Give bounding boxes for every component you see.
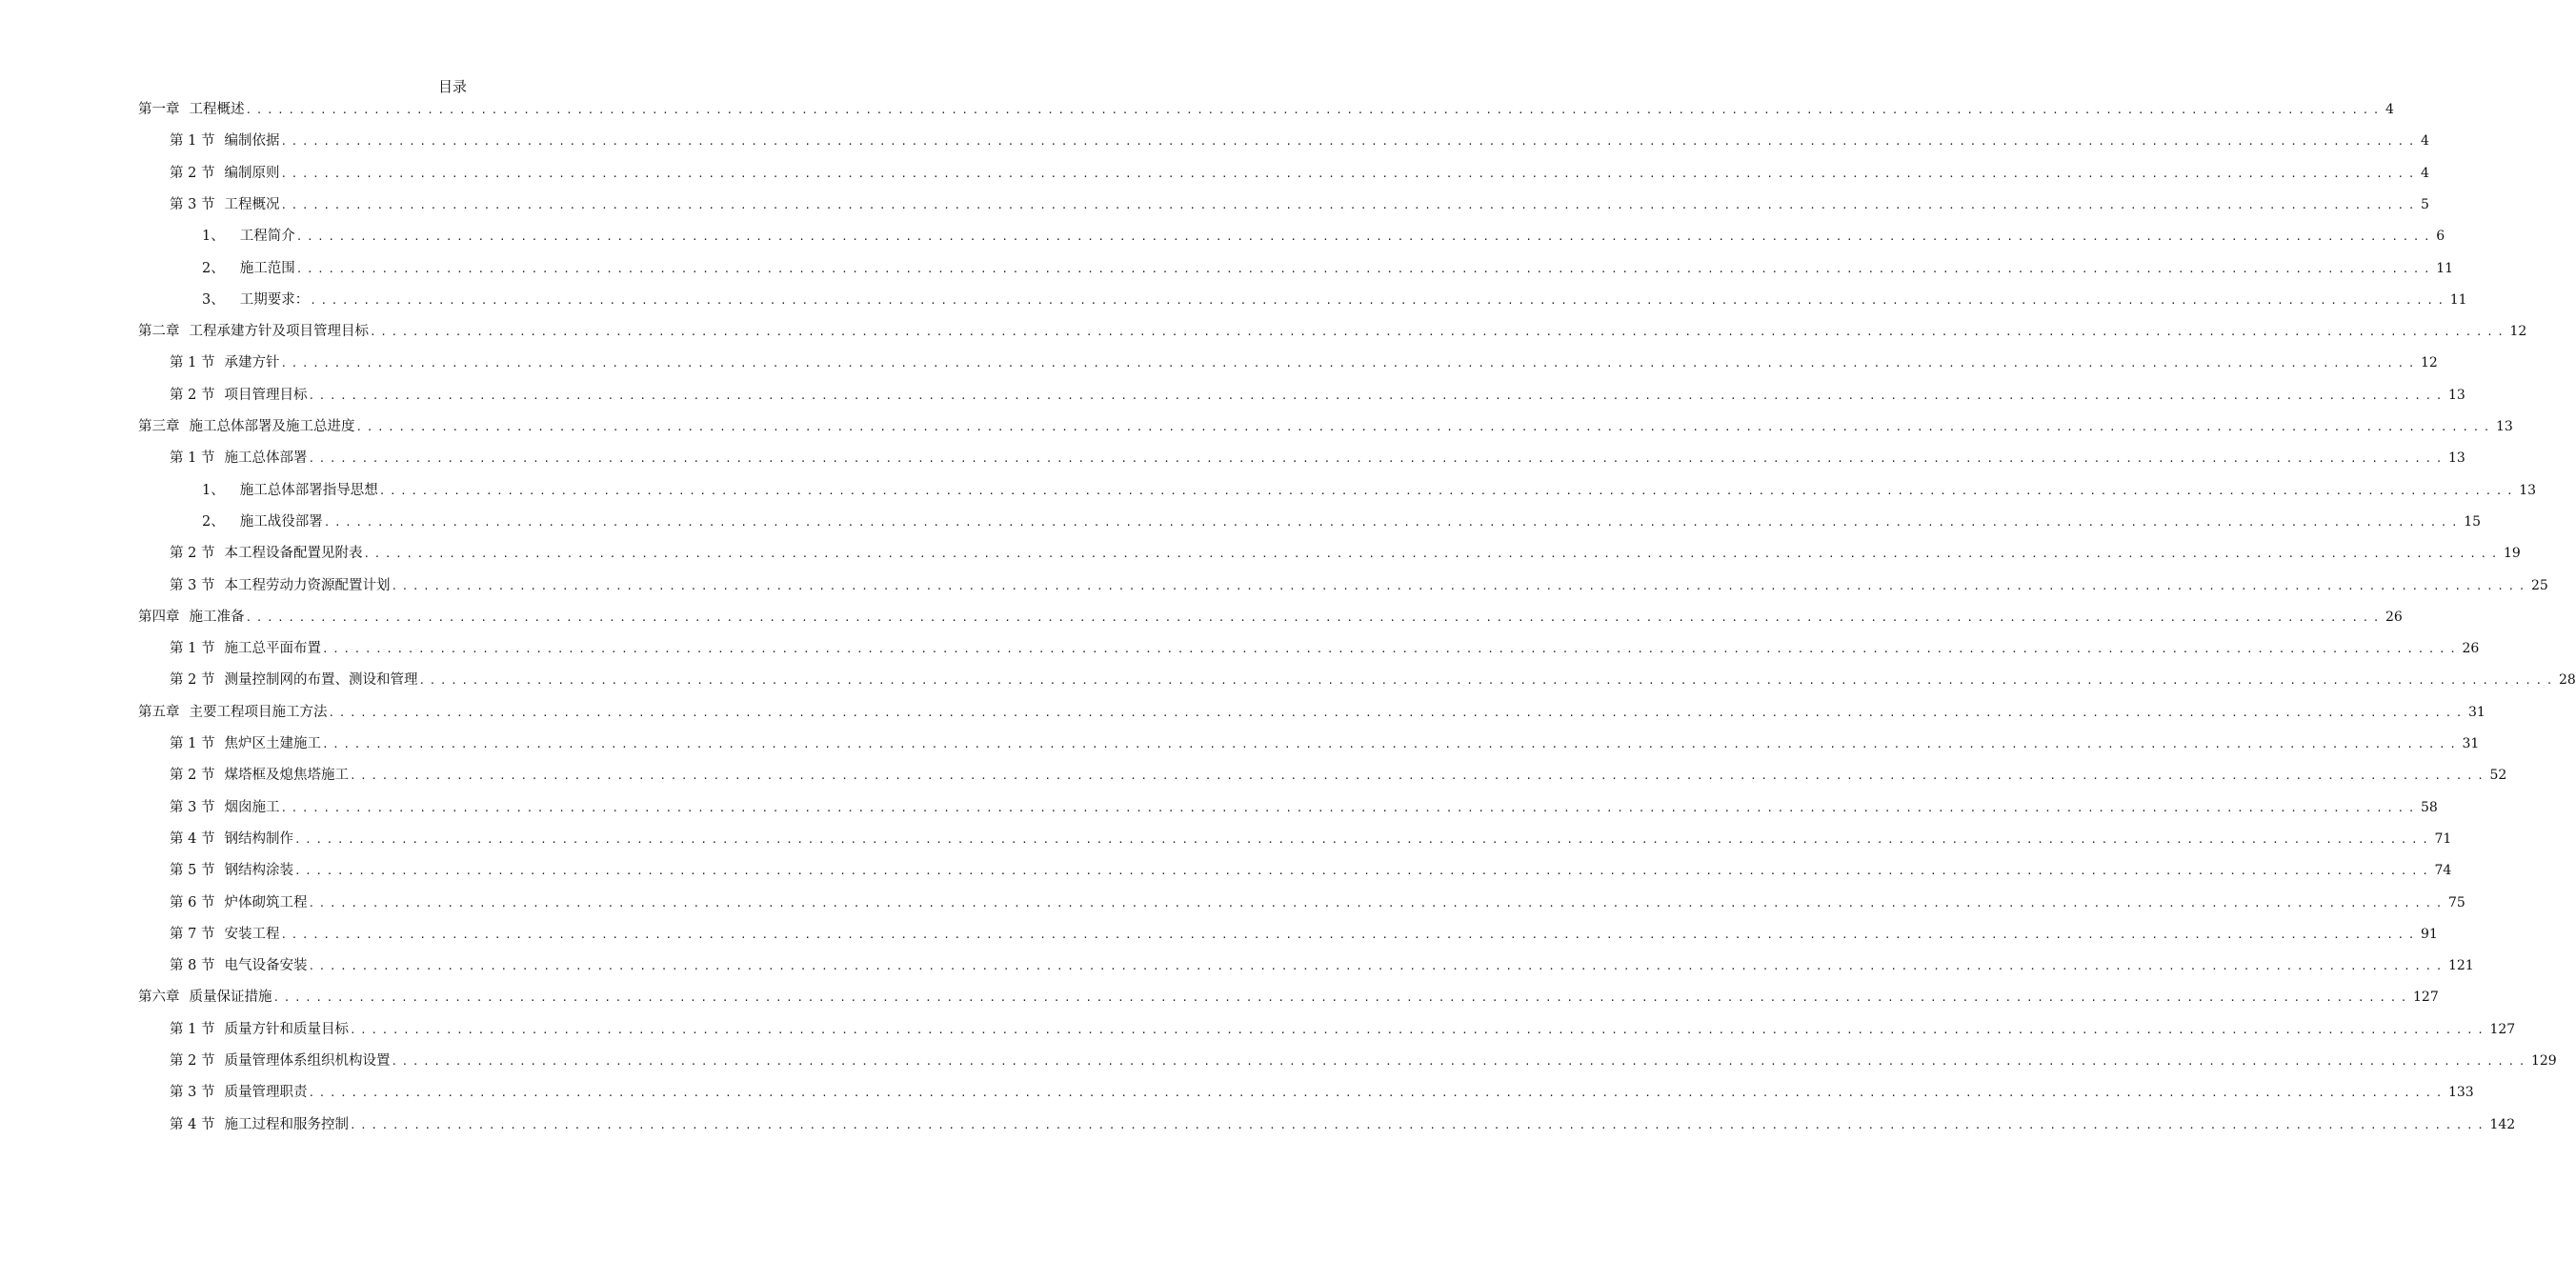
toc-entry-number: 第 2 节 [170,1053,215,1069]
toc-entry-label: 钢结构制作 [224,830,293,847]
toc-page-number: 13 [2519,482,2537,498]
toc-page-number: 4 [2385,102,2394,117]
toc-dot-leader: ........................................................................................................................................................................................................ [391,579,2529,592]
toc-page-number: 28 [2558,672,2576,689]
toc-entry-title [138,607,245,628]
toc-entry-title [202,480,378,501]
toc-entry-number: 第 5 节 [170,863,215,879]
toc-page-number: 71 [2434,830,2452,847]
toc-dot-leader: ........................................................................................................................................................................................................ [245,104,2385,116]
toc-entry[interactable] [170,1114,2516,1135]
toc-entry-title [170,1019,349,1040]
toc-entry[interactable] [138,607,2403,628]
toc-entry-label: 施工过程和服务控制 [224,1116,349,1132]
toc-entry[interactable] [170,448,2465,469]
toc-entry-title [138,416,355,437]
toc-entry[interactable] [202,511,2482,532]
toc-entry-label: 煤塔框及熄焦塔施工 [224,768,349,784]
toc-dot-leader: ........................................................................................................................................................................................................ [323,515,2463,529]
toc-entry-label: 施工总平面布置 [224,641,321,657]
toc-entry-number: 1、 [202,482,225,498]
toc-entry-number: 第 3 节 [170,577,215,593]
toc-entry[interactable] [138,416,2513,437]
toc-entry-title [170,575,390,596]
toc-entry-title [170,543,362,564]
toc-entry[interactable] [202,290,2467,310]
toc-dot-leader: ........................................................................................................................................................................................................ [349,770,2488,783]
toc-entry-number: 第 2 节 [170,387,215,403]
toc-page-number: 11 [2449,291,2467,308]
toc-entry[interactable] [170,860,2452,881]
toc-entry-number: 第 3 节 [170,799,215,815]
toc-page-number: 11 [2436,260,2454,276]
toc-entry-title [202,258,295,279]
toc-entry-label: 炉体砌筑工程 [224,894,308,910]
toc-dot-leader: ........................................................................................................................................................................................................ [293,832,2433,846]
toc-page-number: 127 [2489,1021,2516,1037]
toc-entry-number: 第 2 节 [170,546,215,562]
toc-entry-label: 工程简介 [239,229,295,245]
toc-page-number: 5 [2420,196,2429,212]
toc-entry-number: 第 1 节 [170,450,215,467]
toc-entry-number: 第 1 节 [170,355,215,371]
toc-entry-label: 安装工程 [224,926,280,942]
toc-dot-leader: ........................................................................................................................................................................................................ [378,484,2518,497]
toc-entry-title [138,987,272,1008]
toc-entry-number: 第三章 [138,419,180,434]
toc-dot-leader: ........................................................................................................................................................................................................ [355,421,2495,433]
toc-entry[interactable] [170,1082,2474,1103]
toc-entry-title [170,163,279,184]
toc-entry[interactable] [138,99,2394,120]
toc-entry-number: 第五章 [138,704,180,720]
toc-entry-label: 项目管理目标 [224,387,308,403]
toc-entry-label: 质量方针和质量目标 [224,1021,349,1037]
toc-entry-label: 焦炉区土建施工 [224,736,321,751]
toc-entry-title [170,638,321,659]
toc-entry-label: 质量管理体系组织机构设置 [224,1053,391,1069]
toc-entry-number: 第 4 节 [170,1116,215,1132]
toc-entry[interactable] [170,670,2576,690]
toc-entry-number: 3、 [202,291,225,308]
toc-entry[interactable] [170,163,2429,184]
toc-entry-label: 工程概述 [189,102,245,117]
toc-entry-number: 第 4 节 [170,830,215,847]
toc-entry-number: 第 2 节 [170,672,215,689]
toc-entry[interactable] [202,258,2454,279]
toc-entry[interactable] [170,892,2465,913]
toc-dot-leader: ........................................................................................................................................................................................................ [321,643,2461,656]
toc-entry-title [170,448,307,469]
toc-entry[interactable] [170,797,2438,818]
toc-entry-number: 第 3 节 [170,196,215,212]
toc-entry[interactable] [170,955,2474,976]
toc-entry-number: 第 1 节 [170,1021,215,1037]
toc-entry[interactable] [170,1050,2557,1071]
toc-entry-title [170,892,307,913]
toc-page-number: 12 [2509,324,2527,340]
toc-dot-leader: ........................................................................................................................................................................................................ [370,326,2508,339]
toc-page-number: 58 [2420,799,2438,815]
toc-entry-label: 施工战役部署 [239,513,323,530]
toc-entry-label: 质量管理职责 [224,1085,308,1101]
toc-entry-title [170,1114,349,1135]
toc-page-number: 13 [2496,419,2513,434]
toc-entry[interactable] [170,1019,2516,1040]
toc-entry-title [170,385,307,406]
toc-entry[interactable] [170,733,2480,754]
toc-entry-number: 第 1 节 [170,133,215,150]
toc-entry-label: 烟囱施工 [224,799,280,815]
toc-page-number: 12 [2420,355,2438,371]
toc-page-number: 4 [2420,165,2429,181]
toc-entry[interactable] [170,130,2429,151]
toc-dot-leader: ........................................................................................................................................................................................................ [280,801,2419,814]
toc-dot-leader: ........................................................................................................................................................................................................ [363,548,2502,561]
toc-entry-title [170,829,293,850]
toc-page-number: 26 [2385,609,2403,625]
toc-entry-title [170,860,293,881]
toc-page-number: 25 [2530,577,2548,593]
toc-entry[interactable] [170,543,2521,564]
toc-dot-leader: ........................................................................................................................................................................................................ [308,452,2446,466]
toc-entry-title [202,290,309,310]
toc-entry-title [170,194,279,215]
toc-entry-label: 工程承建方针及项目管理目标 [189,324,369,340]
toc-entry[interactable] [170,638,2480,659]
toc-entry-label: 本工程劳动力资源配置计划 [224,577,391,593]
toc-entry-label: 编制依据 [224,133,280,150]
toc-page-number: 91 [2420,926,2438,942]
toc-entry-title [170,765,349,786]
toc-dot-leader: ........................................................................................................................................................................................................ [349,1023,2488,1036]
toc-dot-leader: ........................................................................................................................................................................................................ [280,357,2419,370]
toc-entry-label: 施工总体部署指导思想 [239,482,378,498]
toc-entry-title [170,955,307,976]
toc-entry-title [170,130,279,151]
toc-entry-title [170,797,279,818]
toc-dot-leader: ........................................................................................................................................................................................................ [418,674,2557,688]
toc-entry-title [170,352,279,373]
toc-entry-number: 第四章 [138,609,180,625]
toc-entry-label: 工期要求： [239,291,310,308]
toc-page-number: 6 [2436,229,2445,245]
toc-entry[interactable] [138,321,2527,342]
toc-entry[interactable] [202,226,2445,247]
toc-page-number: 121 [2447,958,2474,974]
toc-dot-leader: ........................................................................................................................................................................................................ [295,230,2435,244]
toc-entry-label: 施工范围 [239,260,295,276]
toc-page-number: 52 [2489,768,2507,784]
toc-page-number: 31 [2462,736,2480,751]
toc-dot-leader: ........................................................................................................................................................................................................ [321,738,2461,750]
toc-entry-label: 电气设备安装 [224,958,308,974]
toc-dot-leader: ........................................................................................................................................................................................................ [272,991,2412,1005]
toc-entry-title [170,1050,390,1071]
toc-entry-label: 编制原则 [224,165,280,181]
toc-entry-title [170,670,417,690]
toc-dot-leader: ........................................................................................................................................................................................................ [308,896,2446,910]
toc-entry-label: 测量控制网的布置、测设和管理 [224,672,418,689]
toc-entry-number: 第 1 节 [170,736,215,751]
toc-entry-number: 1、 [202,229,225,245]
toc-page-number: 15 [2464,513,2482,530]
toc-dot-leader: ........................................................................................................................................................................................................ [280,928,2419,941]
toc-page-number: 133 [2447,1085,2474,1101]
toc-entry-label: 施工准备 [189,609,245,625]
toc-entry-title [202,511,323,532]
toc-entry-title [170,924,279,945]
toc-entry-label: 工程概况 [224,196,280,212]
toc-dot-leader: ........................................................................................................................................................................................................ [328,706,2467,719]
toc-page-number: 26 [2462,641,2480,657]
toc-entry[interactable] [170,352,2438,373]
toc-entry-title [170,733,321,754]
toc-entry-number: 2、 [202,260,225,276]
toc-entry-number: 第二章 [138,324,180,340]
toc-dot-leader: ........................................................................................................................................................................................................ [308,389,2446,402]
toc-entry[interactable] [170,575,2548,596]
toc-entry[interactable] [138,702,2485,723]
toc-dot-leader: ........................................................................................................................................................................................................ [280,198,2419,211]
toc-dot-leader: ........................................................................................................................................................................................................ [295,262,2435,275]
toc-entry[interactable] [170,829,2452,850]
toc-entry-number: 2、 [202,513,225,530]
toc-entry-label: 施工总体部署 [224,450,308,467]
toc-page-number: 74 [2434,863,2452,879]
toc-entry-label: 质量保证措施 [189,990,272,1006]
toc-page-number: 75 [2447,894,2465,910]
toc-entry-title [202,226,295,247]
toc-entry-label: 钢结构涂装 [224,863,293,879]
toc-page-number: 4 [2420,133,2429,150]
toc-entry-title [170,1082,307,1103]
toc-entry-title [138,321,369,342]
toc-dot-leader: ........................................................................................................................................................................................................ [280,135,2419,149]
toc-entry-number: 第 8 节 [170,958,215,974]
toc-entry-number: 第 3 节 [170,1085,215,1101]
toc-dot-leader: ........................................................................................................................................................................................................ [245,610,2385,624]
toc-entry-number: 第 6 节 [170,894,215,910]
toc-page-number: 129 [2530,1053,2557,1069]
toc-dot-leader: ........................................................................................................................................................................................................ [391,1055,2529,1068]
toc-dot-leader: ........................................................................................................................................................................................................ [280,167,2419,180]
toc-entry-title [138,702,328,723]
toc-entry[interactable] [202,480,2537,501]
toc-page-number: 142 [2489,1116,2516,1132]
toc-entry-label: 本工程设备配置见附表 [224,546,363,562]
toc-entry[interactable] [170,765,2507,786]
toc-dot-leader: ........................................................................................................................................................................................................ [308,1087,2446,1100]
toc-entry-number: 第 7 节 [170,926,215,942]
toc-entry-number: 第 2 节 [170,768,215,784]
toc-entry-number: 第 1 节 [170,641,215,657]
toc-dot-leader: ........................................................................................................................................................................................................ [310,293,2448,307]
toc-dot-leader: ........................................................................................................................................................................................................ [349,1118,2488,1131]
toc-entry-label: 承建方针 [224,355,280,371]
toc-page-number: 31 [2468,704,2485,720]
toc-entry[interactable] [170,194,2429,215]
toc-dot-leader: ........................................................................................................................................................................................................ [308,960,2446,973]
toc-dot-leader: ........................................................................................................................................................................................................ [293,865,2433,878]
toc-entry-number: 第一章 [138,102,180,117]
toc-page-number: 19 [2503,546,2521,562]
toc-entry[interactable] [170,385,2465,406]
toc-entry-number: 第六章 [138,990,180,1006]
toc-page-number: 13 [2447,387,2465,403]
toc-entry[interactable] [138,987,2439,1008]
toc-page-number: 127 [2413,990,2439,1006]
toc-entry-label: 主要工程项目施工方法 [189,704,328,720]
page-title: 目录 [437,78,467,95]
toc-entry-label: 施工总体部署及施工总进度 [189,419,355,434]
toc-page-number: 13 [2447,450,2465,467]
toc-entry-number: 第 2 节 [170,165,215,181]
toc-entry-title [138,99,245,120]
toc-entry[interactable] [170,924,2438,945]
